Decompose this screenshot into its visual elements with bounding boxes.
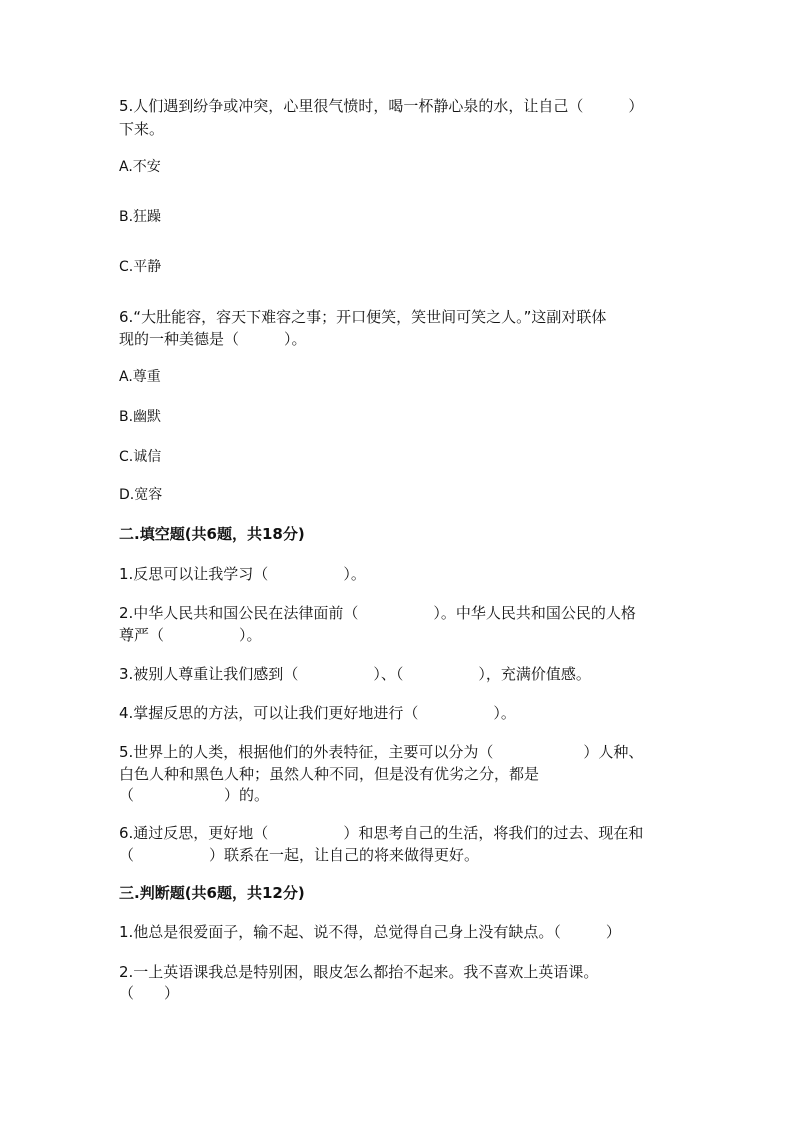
- fill-in-item-6-line-2: （ ）联系在一起，让自己的将来做得更好。: [119, 846, 480, 864]
- question-6-stem-line-1: 6.“大肚能容，容天下难容之事；开口便笑，笑世间可笑之人。”这副对联体: [119, 308, 607, 326]
- fill-in-item-6-line-1: 6.通过反思，更好地（ ）和思考自己的生活，将我们的过去、现在和: [119, 824, 644, 842]
- question-5-option-b: B.狂躁: [119, 209, 162, 225]
- question-6-stem-line-2: 现的一种美德是（ ）。: [119, 330, 307, 348]
- question-5-option-c: C.平静: [119, 259, 162, 275]
- question-6-option-d: D.宽容: [119, 487, 163, 503]
- true-false-item-2-line-2: （ ）: [119, 984, 180, 1002]
- section-2-title: 二.填空题(共6题，共18分): [119, 525, 305, 543]
- question-5-option-a: A.不安: [119, 159, 161, 175]
- question-5-stem-line-2: 下来。: [119, 120, 165, 138]
- question-6-option-c: C.诚信: [119, 449, 162, 465]
- fill-in-item-5-line-2: 白色人种和黑色人种；虽然人种不同，但是没有优劣之分，都是: [119, 765, 540, 783]
- true-false-item-2-line-1: 2.一上英语课我总是特别困，眼皮怎么都抬不起来。我不喜欢上英语课。: [119, 963, 599, 981]
- fill-in-item-4: 4.掌握反思的方法，可以让我们更好地进行（ ）。: [119, 704, 516, 722]
- fill-in-item-3: 3.被别人尊重让我们感到（ ）、（ ），充满价值感。: [119, 665, 591, 683]
- true-false-item-1: 1.他总是很爱面子，输不起、说不得，总觉得自己身上没有缺点。（ ）: [119, 923, 621, 941]
- fill-in-item-2-line-1: 2.中华人民共和国公民在法律面前（ ）。中华人民共和国公民的人格: [119, 604, 636, 622]
- fill-in-item-1: 1.反思可以让我学习（ ）。: [119, 565, 366, 583]
- question-6-option-a: A.尊重: [119, 369, 161, 385]
- question-5-stem-line-1: 5.人们遇到纷争或冲突，心里很气愤时，喝一杯静心泉的水，让自己（ ）: [119, 97, 644, 115]
- fill-in-item-5-line-1: 5.世界上的人类，根据他们的外表特征，主要可以分为（ ）人种、: [119, 743, 644, 761]
- fill-in-item-2-line-2: 尊严（ ）。: [119, 626, 262, 644]
- fill-in-item-5-line-3: （ ）的。: [119, 786, 270, 804]
- question-6-option-b: B.幽默: [119, 409, 162, 425]
- section-3-title: 三.判断题(共6题，共12分): [119, 884, 305, 902]
